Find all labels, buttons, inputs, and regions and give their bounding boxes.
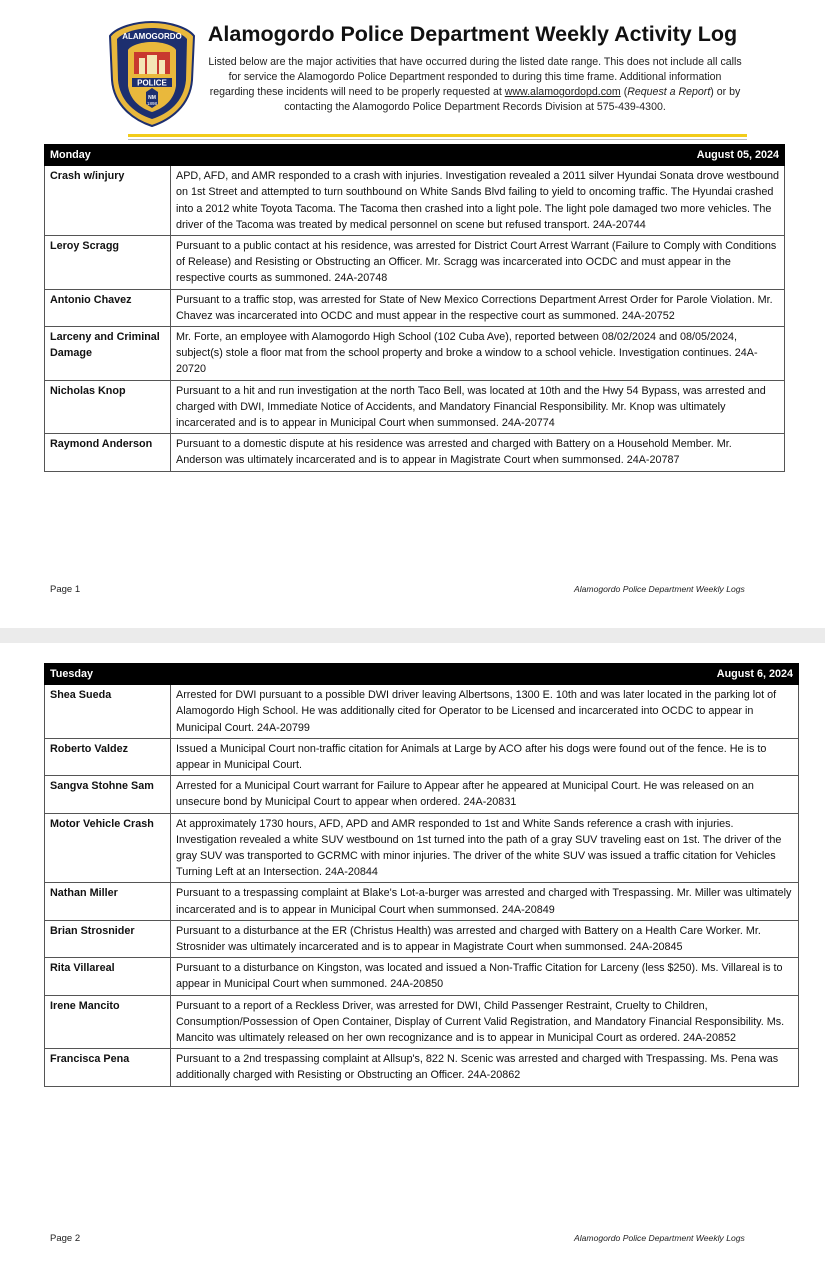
- incident-description: Pursuant to a 2nd trespassing complaint at Allsup's, 822 N. Scenic was arrested and charged with Trespassing. Ms. Pena was additionally charged with Resisting or Obstructing an Officer. 24A-20862: [171, 1049, 799, 1086]
- incident-description: Mr. Forte, an employee with Alamogordo High School (102 Cuba Ave), reported between 08/02/2024 and 08/05/2024, subject(s) stole a floor mat from the school property and broke a window to a school vehicle. Investigation continues. 24A-20720: [171, 327, 785, 381]
- table-row: [45, 434, 785, 471]
- header-divider-yellow: [128, 134, 747, 137]
- table-row: [45, 738, 799, 775]
- table-row: [45, 327, 785, 381]
- intro-text-1: Listed below are the major activities that have occurred during the listed date range. This does not include all calls for service the Alamogordo Police Department responded to during this time frame. Additional information regarding these incidents will need to be properly requested at: [208, 56, 742, 98]
- table-row: [45, 1049, 799, 1086]
- incident-description: Pursuant to a hit and run investigation at the north Taco Bell, was located at 10th and the Hwy 54 Bypass, was arrested and charged with DWI, Immediate Notice of Accidents, and Mandatory Financial Responsibility. Mr. Knop was ultimately incarcerated and is to appear in Municipal Court when summonsed. 24A-20774: [171, 380, 785, 434]
- incident-name: Rita Villareal: [45, 958, 171, 995]
- incident-description: Arrested for DWI pursuant to a possible DWI driver leaving Albertsons, 1300 E. 10th and was later located in the parking lot of Alamogordo High School. He was additionally cited for Operator to be Licensed and incarcerated into OCDC to appear in Municipal Court. 24A-20799: [171, 685, 799, 739]
- incident-name: Antonio Chavez: [45, 289, 171, 326]
- table-row: [45, 883, 799, 920]
- table-row: [45, 958, 799, 995]
- day-date: August 05, 2024: [171, 145, 785, 166]
- footer-title: Alamogordo Police Department Weekly Logs: [574, 584, 745, 594]
- page-number: Page 1: [50, 584, 81, 595]
- incident-description: APD, AFD, and AMR responded to a crash with injuries. Investigation revealed a 2011 silver Hyundai Sonata drove westbound on 1st Street and attempted to turn southbound on White Sands Blvd failing to yield to oncoming traffic. The Hyundai crashed into a 2012 white Toyota Tacoma. The Tacoma then crashed into a light pole. The light pole damaged two more vehicles. The driver of the Tacoma was treated by medical personnel on scene but refused transport. 24A-20744: [171, 166, 785, 236]
- incident-name: Motor Vehicle Crash: [45, 813, 171, 883]
- incident-name: Larceny and Criminal Damage: [45, 327, 171, 381]
- incident-name: Brian Strosnider: [45, 920, 171, 957]
- page-number: Page 2: [50, 1233, 81, 1244]
- logo-state-text: NM: [148, 95, 156, 101]
- document-page-2: [0, 643, 825, 1280]
- incident-name: Leroy Scragg: [45, 236, 171, 290]
- table-row: [45, 776, 799, 813]
- incident-description: Pursuant to a trespassing complaint at Blake's Lot-a-burger was arrested and charged with Trespassing. Mr. Miller was ultimately incarcerated and is to appear in Municipal Court when summonsed. 24A-20849: [171, 883, 799, 920]
- activity-log-table-monday: [44, 144, 785, 472]
- incident-description: Pursuant to a domestic dispute at his residence was arrested and charged with Battery on a Household Member. Mr. Anderson was ultimately incarcerated and is to appear in Magistrate Court when summonsed. 24A-20787: [171, 434, 785, 471]
- incident-name: Crash w/injury: [45, 166, 171, 236]
- document-page-1: [0, 0, 825, 628]
- activity-log-table-tuesday: [44, 663, 799, 1087]
- logo-year-text: 1898: [146, 101, 158, 106]
- incident-description: Pursuant to a traffic stop, was arrested for State of New Mexico Corrections Department Arrest Order for Parole Violation. Mr. Chavez was incarcerated into OCDC and must appear in the respective court as summoned. 24A-20752: [171, 289, 785, 326]
- footer-title: Alamogordo Police Department Weekly Logs: [574, 1233, 745, 1243]
- table-row: [45, 995, 799, 1049]
- incident-name: Nathan Miller: [45, 883, 171, 920]
- logo-top-text: ALAMOGORDO: [122, 32, 182, 41]
- day-label: Monday: [45, 145, 171, 166]
- incident-name: Roberto Valdez: [45, 738, 171, 775]
- incident-name: Nicholas Knop: [45, 380, 171, 434]
- day-header-row: [45, 145, 785, 166]
- incident-description: Pursuant to a report of a Reckless Driver, was arrested for DWI, Child Passenger Restraint, Cruelty to Children, Consumption/Possession of Open Container, Display of Current Valid Registration, and Mandatory Financial Responsibility. Ms. Mancito was ultimately released on her own recognizance and is to appear in Municipal Court as ordered. 24A-20852: [171, 995, 799, 1049]
- incident-name: Irene Mancito: [45, 995, 171, 1049]
- header-divider-gray: [128, 139, 747, 140]
- website-link[interactable]: www.alamogordopd.com: [504, 86, 621, 98]
- table-row: [45, 813, 799, 883]
- incident-description: Pursuant to a public contact at his residence, was arrested for District Court Arrest Warrant (Failure to Comply with Conditions of Release) and Resisting or Obstructing an Officer. Mr. Scragg was incarcerated into OCDC and must appear in the respective courts as summoned. 24A-20748: [171, 236, 785, 290]
- table-row: [45, 289, 785, 326]
- incident-description: Pursuant to a disturbance on Kingston, was located and issued a Non-Traffic Citation for Larceny (less $250). Ms. Villareal is to appear in Municipal Court when summoned. 24A-20850: [171, 958, 799, 995]
- incident-name: Sangva Stohne Sam: [45, 776, 171, 813]
- incident-description: At approximately 1730 hours, AFD, APD and AMR responded to 1st and White Sands reference a crash with injuries. Investigation revealed a white SUV westbound on 1st turned into the path of a gray SUV traveling east on 1st. The driver of the gray SUV was transported to GCRMC with minor injuries. The driver of the white SUV was issued a traffic citation for Vehicles Turning Left at an Intersection. 24A-20844: [171, 813, 799, 883]
- table-row: [45, 920, 799, 957]
- table-row: [45, 380, 785, 434]
- request-report-text: Request a Report: [627, 86, 711, 98]
- intro-text-2: ) or by contacting the Alamogordo Police Department Records Division at 575-439-4300.: [284, 86, 741, 113]
- incident-description: Pursuant to a disturbance at the ER (Christus Health) was arrested and charged with Battery on a Health Care Worker. Mr. Strosnider was ultimately incarcerated and is to appear in Magistrate Court when summonsed. 24A-20845: [171, 920, 799, 957]
- page-title: Alamogordo Police Department Weekly Activity Log: [207, 22, 738, 46]
- incident-name: Shea Sueda: [45, 685, 171, 739]
- intro-paragraph: [205, 55, 745, 115]
- incident-description: Arrested for a Municipal Court warrant for Failure to Appear after he appeared at Municipal Court. He was released on an unsecure bond by Municipal Court to appear when ordered. 24A-20831: [171, 776, 799, 813]
- incident-description: Issued a Municipal Court non-traffic citation for Animals at Large by ACO after his dogs were found out of the fence. He is to appear in Municipal Court.: [171, 738, 799, 775]
- day-header-row: [45, 664, 799, 685]
- logo-badge-text: POLICE: [137, 78, 167, 88]
- incident-name: Raymond Anderson: [45, 434, 171, 471]
- police-badge-logo: [108, 20, 196, 128]
- table-row: [45, 236, 785, 290]
- table-row: [45, 166, 785, 236]
- table-row: [45, 685, 799, 739]
- day-date: August 6, 2024: [171, 664, 799, 685]
- day-label: Tuesday: [45, 664, 171, 685]
- incident-name: Francisca Pena: [45, 1049, 171, 1086]
- intro-paren: (: [620, 86, 628, 98]
